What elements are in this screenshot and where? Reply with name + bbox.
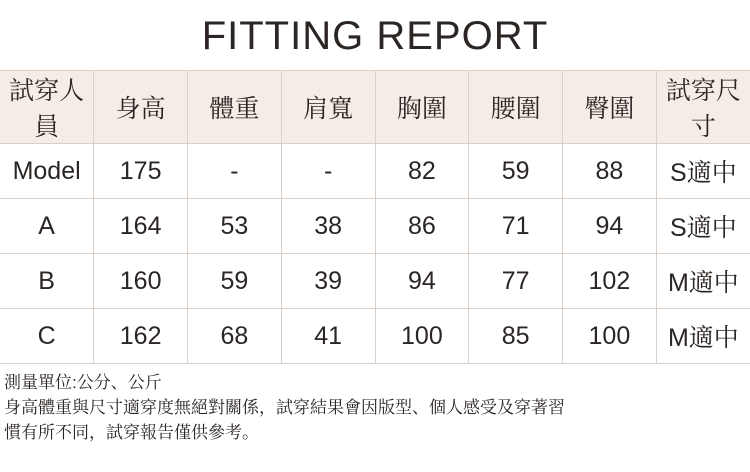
column-header-height: 身高	[94, 71, 188, 144]
table-row	[0, 144, 750, 199]
cell-height: 164	[94, 199, 188, 254]
cell-bust: 82	[375, 144, 469, 199]
table-header-row	[0, 71, 750, 144]
cell-shoulder: 41	[281, 309, 375, 364]
cell-size: M適中	[656, 309, 750, 364]
column-header-waist: 腰圍	[469, 71, 563, 144]
cell-weight: 59	[188, 254, 282, 309]
cell-size: S適中	[656, 199, 750, 254]
cell-shoulder: 39	[281, 254, 375, 309]
fitting-report-table	[0, 70, 750, 364]
cell-bust: 86	[375, 199, 469, 254]
table-row	[0, 309, 750, 364]
page-title: FITTING REPORT	[201, 14, 549, 58]
cell-person: B	[0, 254, 94, 309]
table-body	[0, 144, 750, 364]
cell-height: 162	[94, 309, 188, 364]
table-row	[0, 199, 750, 254]
column-header-shoulder: 肩寬	[281, 71, 375, 144]
cell-shoulder: -	[281, 144, 375, 199]
note-line-2: 身高體重與尺寸適穿度無絕對關係，試穿結果會因版型、個人感受及穿著習	[4, 398, 565, 417]
cell-waist: 71	[469, 199, 563, 254]
cell-person: A	[0, 199, 94, 254]
cell-waist: 77	[469, 254, 563, 309]
cell-height: 175	[94, 144, 188, 199]
column-header-hip: 臀圍	[563, 71, 657, 144]
cell-weight: 53	[188, 199, 282, 254]
cell-hip: 88	[563, 144, 657, 199]
cell-shoulder: 38	[281, 199, 375, 254]
cell-height: 160	[94, 254, 188, 309]
cell-bust: 100	[375, 309, 469, 364]
cell-weight: -	[188, 144, 282, 199]
table-row	[0, 254, 750, 309]
cell-hip: 102	[563, 254, 657, 309]
column-header-size: 試穿尺寸	[656, 71, 750, 144]
table-header	[0, 71, 750, 144]
measurement-notes	[0, 364, 750, 445]
cell-person: Model	[0, 144, 94, 199]
cell-size: M適中	[656, 254, 750, 309]
cell-waist: 59	[469, 144, 563, 199]
cell-hip: 94	[563, 199, 657, 254]
note-line-3: 慣有所不同，試穿報告僅供參考。	[4, 423, 259, 442]
column-header-person: 試穿人員	[0, 71, 94, 144]
cell-waist: 85	[469, 309, 563, 364]
cell-hip: 100	[563, 309, 657, 364]
column-header-bust: 胸圍	[375, 71, 469, 144]
cell-weight: 68	[188, 309, 282, 364]
cell-person: C	[0, 309, 94, 364]
cell-size: S適中	[656, 144, 750, 199]
cell-bust: 94	[375, 254, 469, 309]
note-line-1: 測量單位:公分、公斤	[4, 373, 162, 392]
column-header-weight: 體重	[188, 71, 282, 144]
